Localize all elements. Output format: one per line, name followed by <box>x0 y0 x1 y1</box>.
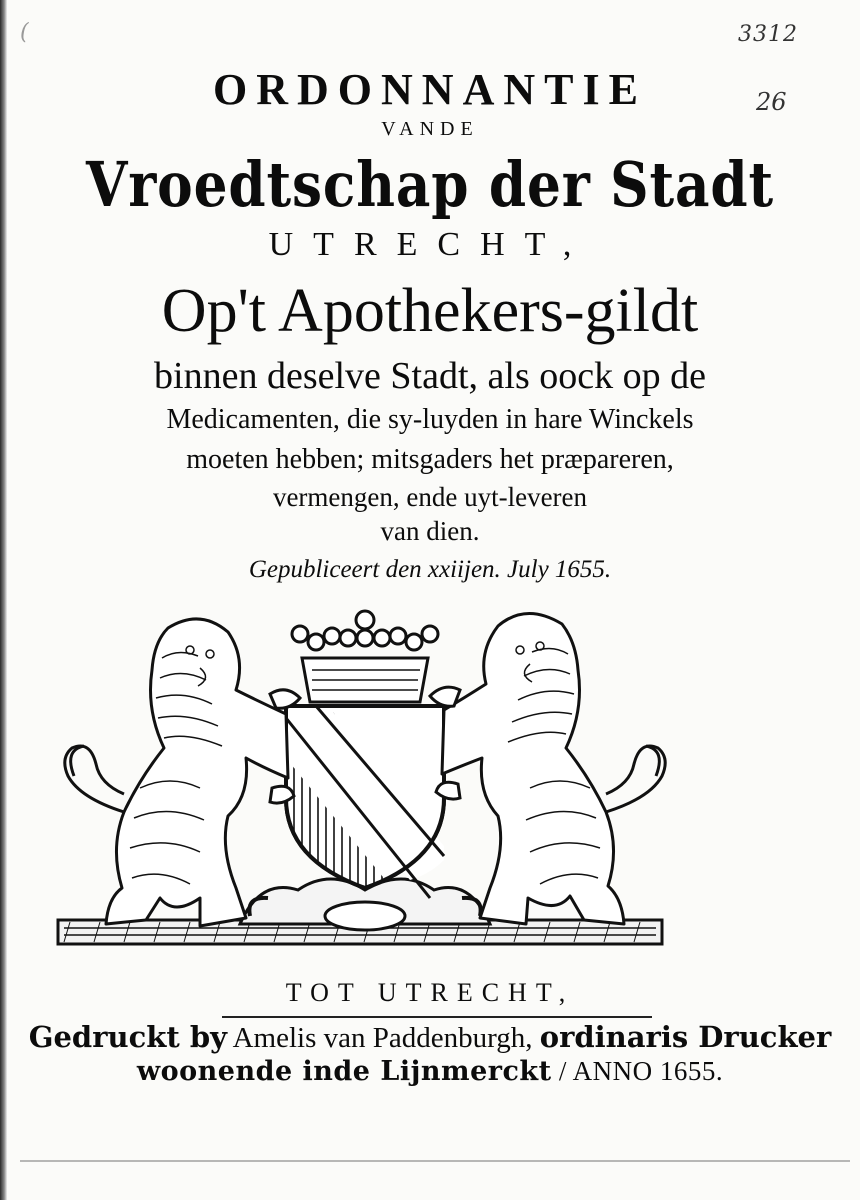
title-vande: VANDE <box>381 118 479 140</box>
imprint-printer-name: Amelis van Paddenburgh, <box>232 1022 533 1054</box>
body-line-3: moeten hebben; mitsgaders het præpareren, <box>186 444 674 475</box>
shelfmark-sub: 26 <box>756 88 787 116</box>
utrecht-coat-of-arms-with-lions-icon <box>50 598 680 968</box>
imprint-gedruckt: Gedruckt by <box>28 1020 227 1054</box>
imprint-ordinaris: ordinaris Drucker <box>539 1020 832 1054</box>
title-vroedschap: Vroedtschap der Stadt <box>85 148 775 221</box>
imprint-printer-line <box>0 1020 860 1055</box>
body-line-5: van dien. <box>380 516 480 546</box>
imprint-address: woonende inde Lijnmerckt <box>136 1056 552 1087</box>
body-line-1: binnen deselve Stadt, als oock op de <box>154 355 706 397</box>
imprint-address-line <box>0 1056 860 1087</box>
body-line-2: Medicamenten, die sy-luyden in hare Winckels <box>166 404 694 435</box>
imprint-year: / ANNO 1655. <box>558 1056 724 1086</box>
title-utrecht: UTRECHT, <box>268 226 592 263</box>
imprint-location: TOT UTRECHT, <box>285 978 575 1007</box>
title-ordonnantie: ORDONNANTIE <box>213 65 647 114</box>
title-apothekers: Op't Apothekers-gildt <box>161 277 699 345</box>
shelfmark-number: 3312 <box>738 22 798 47</box>
imprint-rule <box>222 1016 652 1018</box>
pencil-mark: ( <box>20 20 29 45</box>
body-line-4: vermengen, ende uyt-leveren <box>272 482 588 512</box>
page-bottom-edge <box>20 1160 850 1162</box>
publication-date: Gepubliceert den xxiijen. July 1655. <box>248 556 612 583</box>
